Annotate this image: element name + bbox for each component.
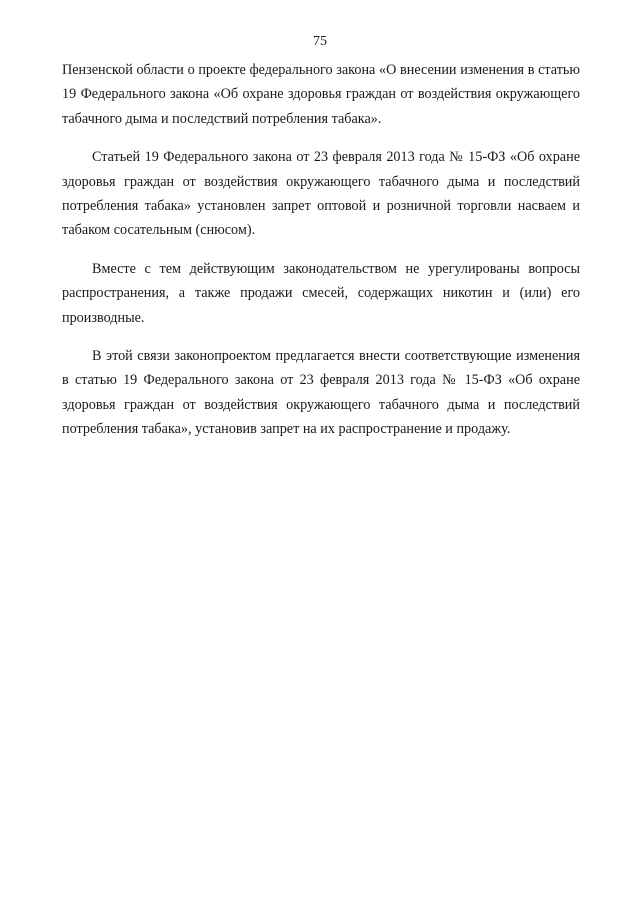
paragraph-continuation: Пензенской области о проекте федерального закона «О внесении изменения в статью 19 Федерального закона «Об охране здоровья граждан от воздействия окружающего табачного дыма и последствий потребления табака». (62, 62, 580, 127)
paragraph-ban-statement: Статьей 19 Федерального закона от 23 февраля 2013 года № 15-ФЗ «Об охране здоровья граждан от воздействия окружающего табачного дыма и последствий потребления табака» установлен запрет оптовой и розничной торговли насваем и табаком сосательным (снюсом). (62, 149, 580, 239)
paragraph-proposal: В этой связи законопроектом предлагается внести соответствующие изменения в статью 19 Федерального закона от 23 февраля 2013 года № 15-ФЗ «Об охране здоровья граждан от воздействия окружающего табачного дыма и последствий потребления табака», установив запрет на их распространение и продажу. (62, 348, 580, 438)
paragraph-regulation-gap: Вместе с тем действующим законодательством не урегулированы вопросы распространения, а также продажи смесей, содержащих никотин и (или) его производные. (62, 260, 580, 326)
page-number: 75 (313, 34, 327, 49)
document-body (62, 58, 580, 442)
